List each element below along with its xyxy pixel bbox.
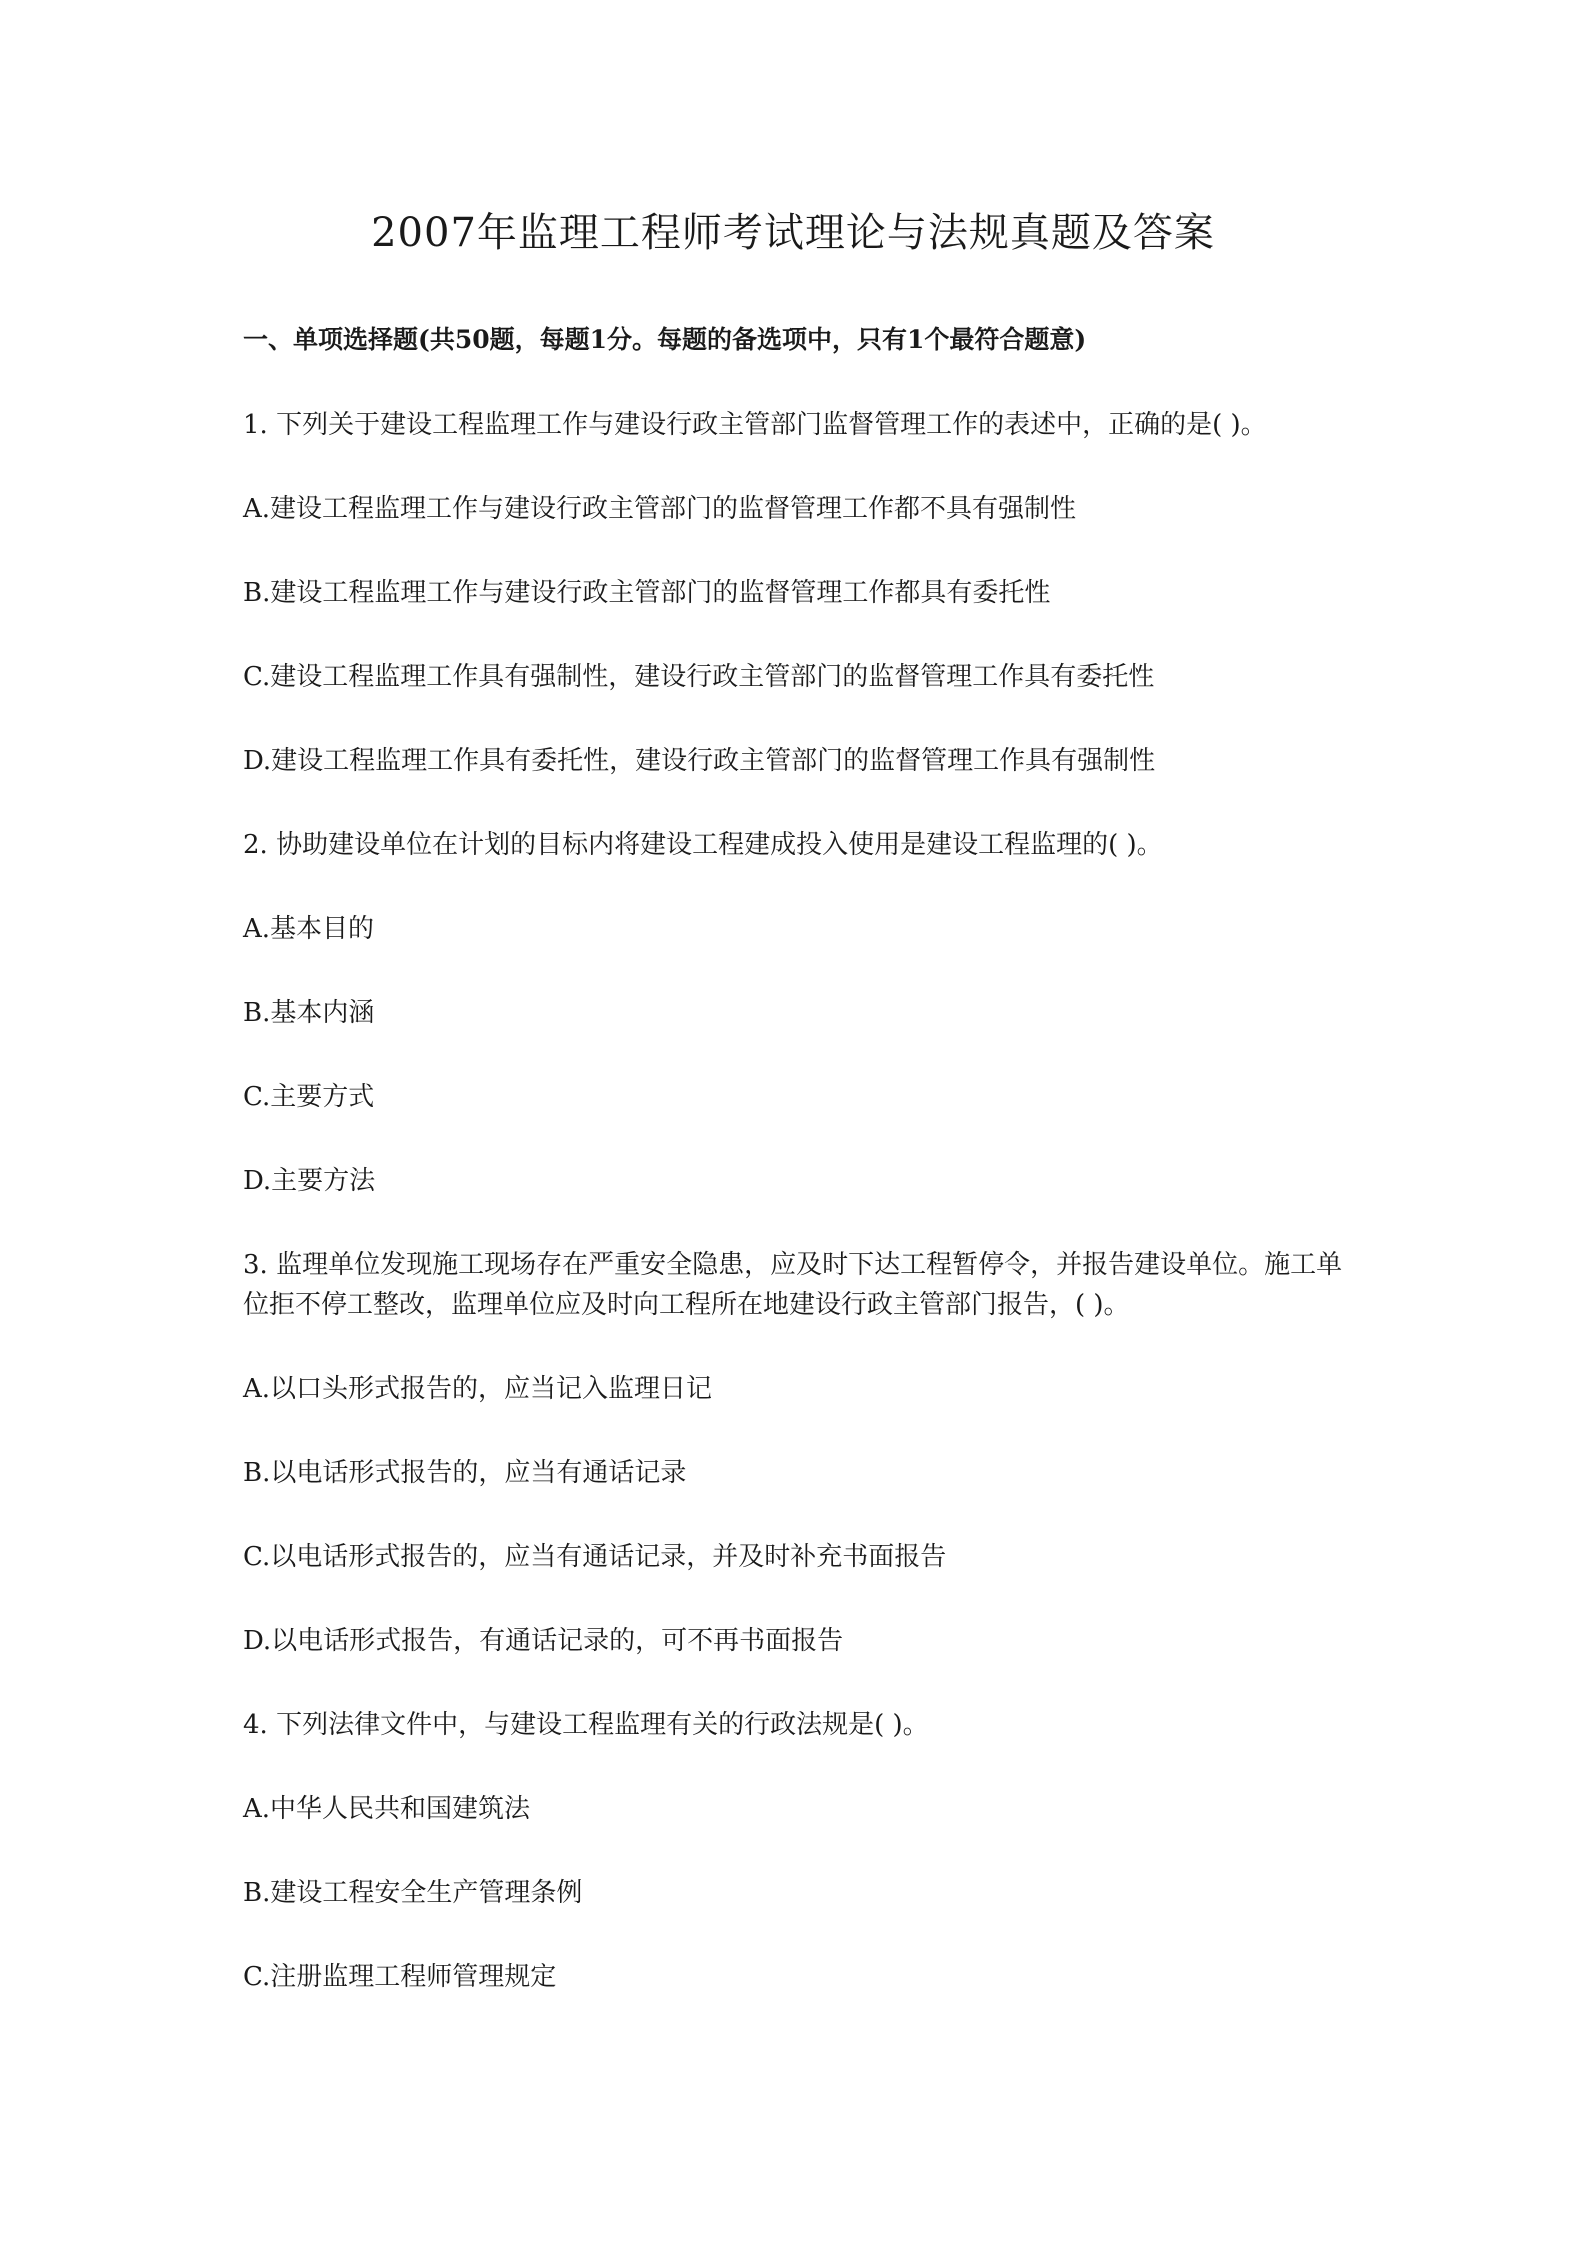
question-stem: 3. 监理单位发现施工现场存在严重安全隐患，应及时下达工程暂停令，并报告建设单位。施工单位拒不停工整改，监理单位应及时向工程所在地建设行政主管部门报告，( )。 [243, 1250, 1343, 1320]
question-4 [243, 1705, 1363, 1997]
option-a: A.以口头形式报告的，应当记入监理日记 [243, 1374, 713, 1404]
question-2 [243, 825, 1363, 1201]
document-body [243, 320, 1363, 2041]
option-b: B.以电话形式报告的，应当有通话记录 [243, 1458, 687, 1488]
option-c: C.建设工程监理工作具有强制性，建设行政主管部门的监督管理工作具有委托性 [243, 662, 1155, 692]
option-a: A.建设工程监理工作与建设行政主管部门的监督管理工作都不具有强制性 [243, 494, 1077, 524]
question-stem: 2. 协助建设单位在计划的目标内将建设工程建成投入使用是建设工程监理的( )。 [243, 830, 1163, 860]
option-a: A.中华人民共和国建筑法 [243, 1794, 531, 1824]
option-b: B.建设工程安全生产管理条例 [243, 1878, 583, 1908]
option-c: C.以电话形式报告的，应当有通话记录，并及时补充书面报告 [243, 1542, 947, 1572]
option-c: C.主要方式 [243, 1082, 375, 1112]
question-3 [243, 1245, 1363, 1661]
question-1 [243, 405, 1363, 781]
question-stem: 4. 下列法律文件中，与建设工程监理有关的行政法规是( )。 [243, 1710, 929, 1740]
option-d: D.主要方法 [243, 1166, 376, 1196]
document-title: 2007年监理工程师考试理论与法规真题及答案 [371, 210, 1215, 256]
option-d: D.建设工程监理工作具有委托性，建设行政主管部门的监督管理工作具有强制性 [243, 746, 1156, 776]
option-d: D.以电话形式报告，有通话记录的，可不再书面报告 [243, 1626, 844, 1656]
option-c: C.注册监理工程师管理规定 [243, 1962, 557, 1992]
question-stem: 1. 下列关于建设工程监理工作与建设行政主管部门监督管理工作的表述中，正确的是( )。 [243, 410, 1267, 440]
option-b: B.基本内涵 [243, 998, 375, 1028]
option-b: B.建设工程监理工作与建设行政主管部门的监督管理工作都具有委托性 [243, 578, 1051, 608]
section-heading: 一、单项选择题(共50题，每题1分。每题的备选项中，只有1个最符合题意) [243, 325, 1087, 354]
option-a: A.基本目的 [243, 914, 375, 944]
